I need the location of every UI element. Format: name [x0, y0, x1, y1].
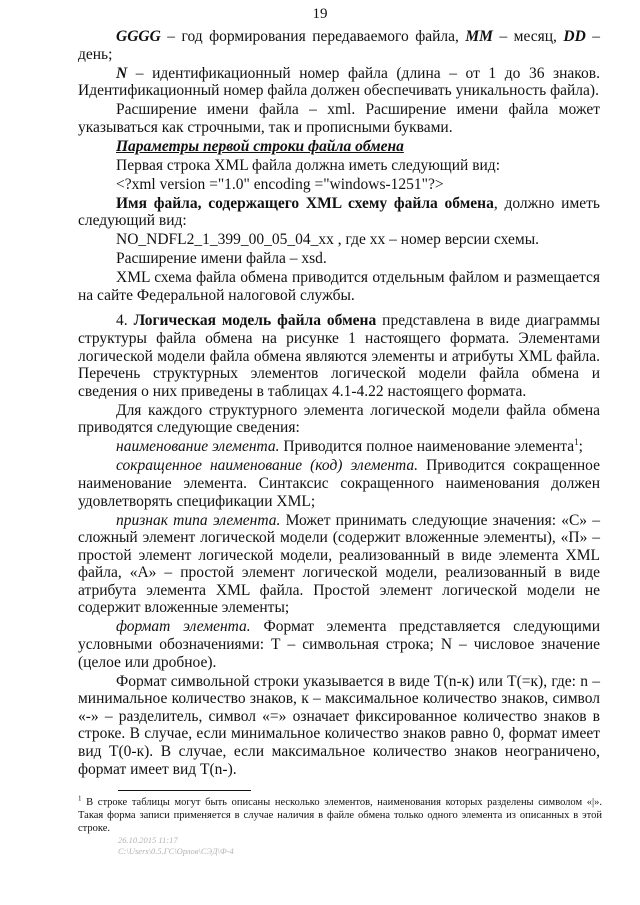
- footnote-ref: 1: [574, 437, 579, 448]
- term-mm: MM: [465, 28, 493, 45]
- text: – день;: [78, 28, 601, 63]
- footnote: [78, 796, 602, 835]
- paragraph-schema-extension: Расширение имени файла – xsd.: [116, 250, 327, 268]
- footnote-separator: [118, 790, 251, 791]
- item-element-type: [78, 512, 600, 618]
- italic-term: формат элемента.: [116, 618, 251, 636]
- text: Приводится сокращенное наименование элемента. Синтаксис сокращенного наименования должен удовлетворять спецификации XML;: [78, 457, 600, 510]
- xml-declaration: <?xml version ="1.0" encoding ="windows-1251"?>: [116, 175, 444, 193]
- paragraph-string-format: Формат символьной строки указывается в виде Т(n-к) или Т(=к), где: n – минимальное количество знаков, к – максимальное количество знаков, символ «-» – разделитель, символ «=» означает фиксированное количество знаков в строке. В случае, если минимальное количество знаков равно 0, формат имеет вид Т(0-к). В случае, если максимальное количество знаков неограничено, формат имеет вид Т(n-).: [78, 672, 600, 778]
- section-number: 4.: [116, 312, 134, 330]
- bold-term-logical-model: Логическая модель файла обмена: [133, 312, 377, 330]
- footnote-number: 1: [78, 794, 82, 803]
- text: – год формирования передаваемого файла,: [160, 28, 466, 45]
- page-number: 19: [312, 6, 328, 22]
- paragraph-schema-name: [78, 195, 600, 230]
- term-gggg: GGGG: [116, 28, 161, 45]
- section-heading: Параметры первой строки файла обмена: [116, 137, 404, 155]
- text: Приводится полное наименование элемента: [279, 438, 575, 456]
- italic-term: сокращенное наименование (код) элемента.: [116, 457, 419, 475]
- paragraph-schema-location: XML схема файла обмена приводится отдельным файлом и размещается на сайте Федеральной налоговой службы.: [78, 269, 600, 304]
- item-element-format: [78, 618, 600, 671]
- italic-term: наименование элемента.: [116, 438, 280, 456]
- paragraph-date-format: [78, 28, 600, 63]
- text: , должно иметь следующий вид:: [78, 194, 600, 230]
- term-dd: DD: [563, 28, 586, 45]
- schema-filename: NO_NDFL2_1_399_00_05_04_xx , где хх – номер версии схемы.: [116, 231, 539, 249]
- italic-term: признак типа элемента.: [116, 511, 281, 529]
- paragraph-logical-model: [78, 312, 600, 400]
- print-stamp-path: С:\Users\0.5.ГС\Орлов\СЭД\Ф-4: [118, 846, 234, 856]
- bold-term-schema-file: Имя файла, содержащего XML схему файла обмена: [116, 194, 494, 212]
- item-short-name: [78, 457, 600, 510]
- text: – месяц,: [492, 28, 564, 45]
- paragraph-file-id: [78, 65, 600, 100]
- text: Формат элемента представляется следующими условными обозначениями: Т – символьная строка; N – числовое значение (целое или дробное).: [78, 618, 601, 671]
- text: Может принимать следующие значения: «С» – сложный элемент логической модели (содержит вложенные элементы), «П» – простой элемент логической модели, реализованный в виде элемента XML файла, «А» – простой элемент логической модели, реализованный в виде атрибута элемента XML файла. Простой элемент логической модели не содержит вложенные элементы;: [78, 511, 600, 617]
- footnote-text: В строке таблицы могут быть описаны несколько элементов, наименования которых разделены символом «|». Такая форма записи применяется в случае наличия в файле обмена только одного элемента из описанных в этой строке.: [78, 797, 602, 834]
- text: ;: [578, 438, 583, 456]
- paragraph-section-heading: [78, 138, 600, 156]
- text: – идентификационный номер файла (длина – от 1 до 36 знаков. Идентификационный номер файла должен обеспечивать уникальность файла).: [78, 64, 600, 100]
- paragraph-file-extension: Расширение имени файла – xml. Расширение имени файла может указываться как строчными, так и прописными буквами.: [78, 101, 600, 136]
- print-stamp-date: 26.10.2015 11:17: [118, 835, 178, 845]
- text: представлена в виде диаграммы структуры файла обмена на рисунке 1 настоящего формата. Элементами логической модели файла обмена являются элементы и атрибуты XML файла. Перечень структурных элементов логической модели файла обмена и сведения о них приведены в таблицах 4.1-4.22 настоящего формата.: [78, 312, 601, 400]
- document-body: [78, 28, 600, 780]
- item-element-name: [78, 438, 600, 456]
- paragraph-element-info: Для каждого структурного элемента логической модели файла обмена приводятся следующие сведения:: [78, 401, 600, 437]
- term-n: N: [116, 64, 128, 82]
- paragraph-first-line: Первая строка XML файла должна иметь следующий вид:: [116, 156, 501, 174]
